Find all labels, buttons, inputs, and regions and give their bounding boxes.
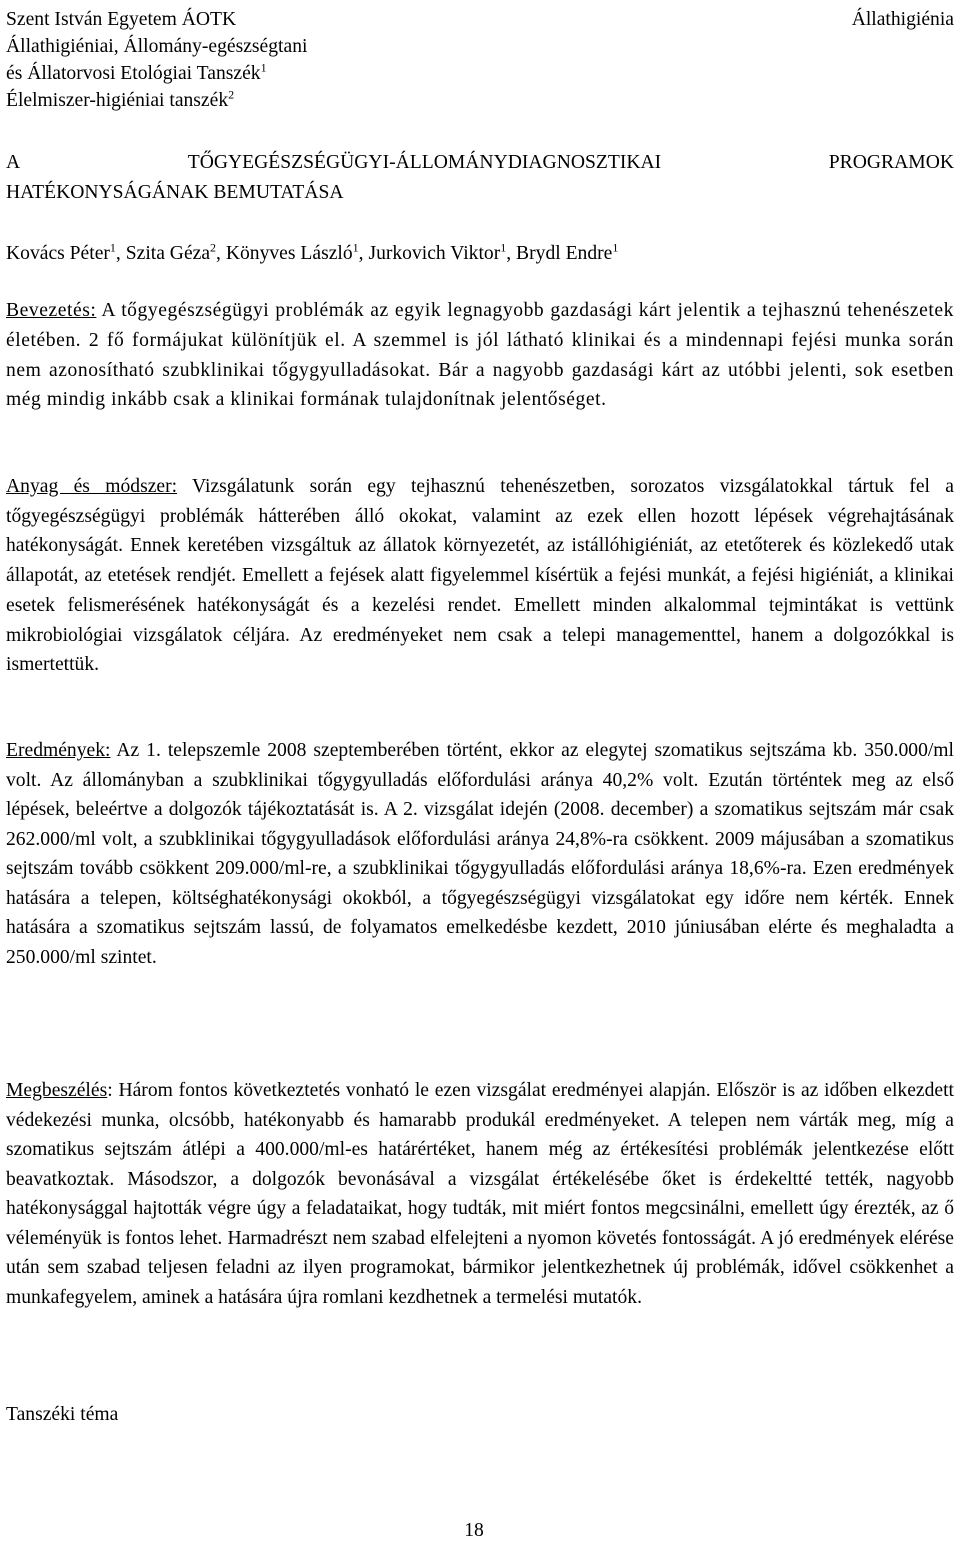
university-line: Szent István Egyetem ÁOTK: [6, 9, 237, 30]
title-line-2: HATÉKONYSÁGÁNAK BEMUTATÁSA: [6, 182, 344, 203]
intro-paragraph: [6, 296, 954, 415]
discussion-text: : Három fontos következtetés vonható le ezen vizsgálat eredményei alapján. Először is az időben elkezdett védekezési munka, olcsóbb, hatékonyabb és hamarabb produkál eredményeket. A telepen nem várták meg, míg a szomatikus sejtszám átlépi a 400.000/ml-es határértéket, hanem még az értékesítési problémák jelentkezése előtt beavatkoztak. Másodszor, a dolgozók bevonásával a vizsgálat értékelésébe őket is érdekeltté tették, nagyobb hatékonysággal hajtották végre úgy a feladataikat, hogy tudták, mit miért fontos megcsinálni, emellett úgy érezték, az ő véleményük is fontos lehet. Harmadrészt nem szabad elfelejteni a nyomon követés fontosságát. A jó eredmények elérése után sem szabad teljesen feladni az ilyen programokat, bármikor jelentkezhetnek új problémák, idővel csökkenhet a munkafegyelem, aminek a hatására újra romlani kezdhetnek a termelési mutatók.: [6, 1080, 954, 1308]
footnote: Tanszéki téma: [6, 1404, 119, 1425]
paper-title: [6, 148, 954, 208]
affiliation-sup: 2: [228, 87, 235, 102]
author: Kovács Péter$^1$,: [6, 240, 126, 264]
subject-label: Állathigiénia: [851, 9, 954, 30]
intro-heading: Bevezetés:: [6, 300, 97, 321]
title-word-programs: PROGRAMOK: [828, 152, 954, 173]
methods-text: Vizsgálatunk során egy tejhasznú tehenészetben, sorozatos vizsgálatokkal tártuk fel a tőgyegészségügyi problémák hátterében álló okokat, valamint az ezek ellen hozott lépések végrehajtásának hatékonyságát. Ennek keretében vizsgáltuk az állatok környezetét, az istállóhigiéniát, az etetőterek és közlekedő utak állapotát, az etetések rendjét. Emellett a fejések alatt figyelemmel kísértük a fejési munkát, a fejési higiéniát, a klinikai esetek felismerésének hatékonyságát és a kezelési rendet. Emellett minden alkalommal tejmintákat is vettünk mikrobiológiai vizsgálatok céljára. Az eredményeket nem csak a telepi managementtel, hanem a dolgozókkal is ismertettük.: [6, 476, 955, 676]
methods-heading: Anyag és módszer:: [6, 476, 178, 497]
author: Brydl Endre$^1$: [516, 240, 619, 264]
department-line-1: Állathigiéniai, Állomány-egészségtani: [6, 36, 308, 57]
title-word-a: A: [6, 152, 21, 173]
author-list: [6, 240, 954, 265]
results-paragraph: [6, 736, 954, 972]
department-line-2: és Állatorvosi Etológiai Tanszék$^1$: [6, 60, 267, 84]
results-text: Az 1. telepszemle 2008 szeptemberében történt, ekkor az elegytej szomatikus sejtszáma kb. 350.000/ml volt. Az állományban a szubklinikai tőgygyulladás előfordulási aránya 40,2% volt. Ezután történtek meg az első lépések, beleértve a dolgozók tájékoztatását is. A 2. vizsgálat idején (2008. december) a szomatikus sejtszám már csak 262.000/ml volt, a szubklinikai tőgygyulladások előfordulási aránya 24,8%-ra csökkent. 2009 májusában a szomatikus sejtszám tovább csökkent 209.000/ml-re, a szubklinikai tőgygyulladás előfordulási aránya 18,6%-ra. Ezen eredmények hatására a telepen, költséghatékonysági okokból, a tőgyegészségügyi vizsgálatokat egy időre nem kérték. Ennek hatására a szomatikus sejtszám lassú, de folyamatos emelkedésbe kezdett, 2010 júniusában elérte és meghaladta a 250.000/ml szintet.: [6, 740, 954, 968]
title-word-main: TŐGYEGÉSZSÉGÜGYI-ÁLLOMÁNYDIAGNOSZTIKAI: [187, 152, 662, 173]
author: Jurkovich Viktor$^1$,: [368, 240, 517, 264]
department-line-3: Élelmiszer-higiéniai tanszék$^2$: [6, 87, 235, 111]
affiliation-sup: 1: [260, 60, 267, 75]
results-heading: Eredmények:: [6, 740, 111, 761]
discussion-heading: Megbeszélés: [6, 1080, 108, 1101]
author: Szita Géza$^2$,: [125, 240, 226, 264]
discussion-paragraph: [6, 1076, 954, 1312]
intro-text: A tőgyegészségügyi problémák az egyik legnagyobb gazdasági kárt jelentik a tejhasznú tehenészetek életében. 2 fő formájukat különítjük el. A szemmel is jól látható klinikai és a mindennapi fejési munka során nem azonosítható szubklinikai tőgygyulladásokat. Bár a nagyobb gazdasági kárt az utóbbi jelenti, sok esetben még mindig inkább csak a klinikai formának tulajdonítnak jelentőséget.: [6, 300, 954, 411]
page-header: [6, 6, 954, 114]
methods-paragraph: [6, 472, 954, 680]
author: Könyves László$^1$,: [225, 240, 369, 264]
page-number: 18: [464, 1520, 484, 1541]
